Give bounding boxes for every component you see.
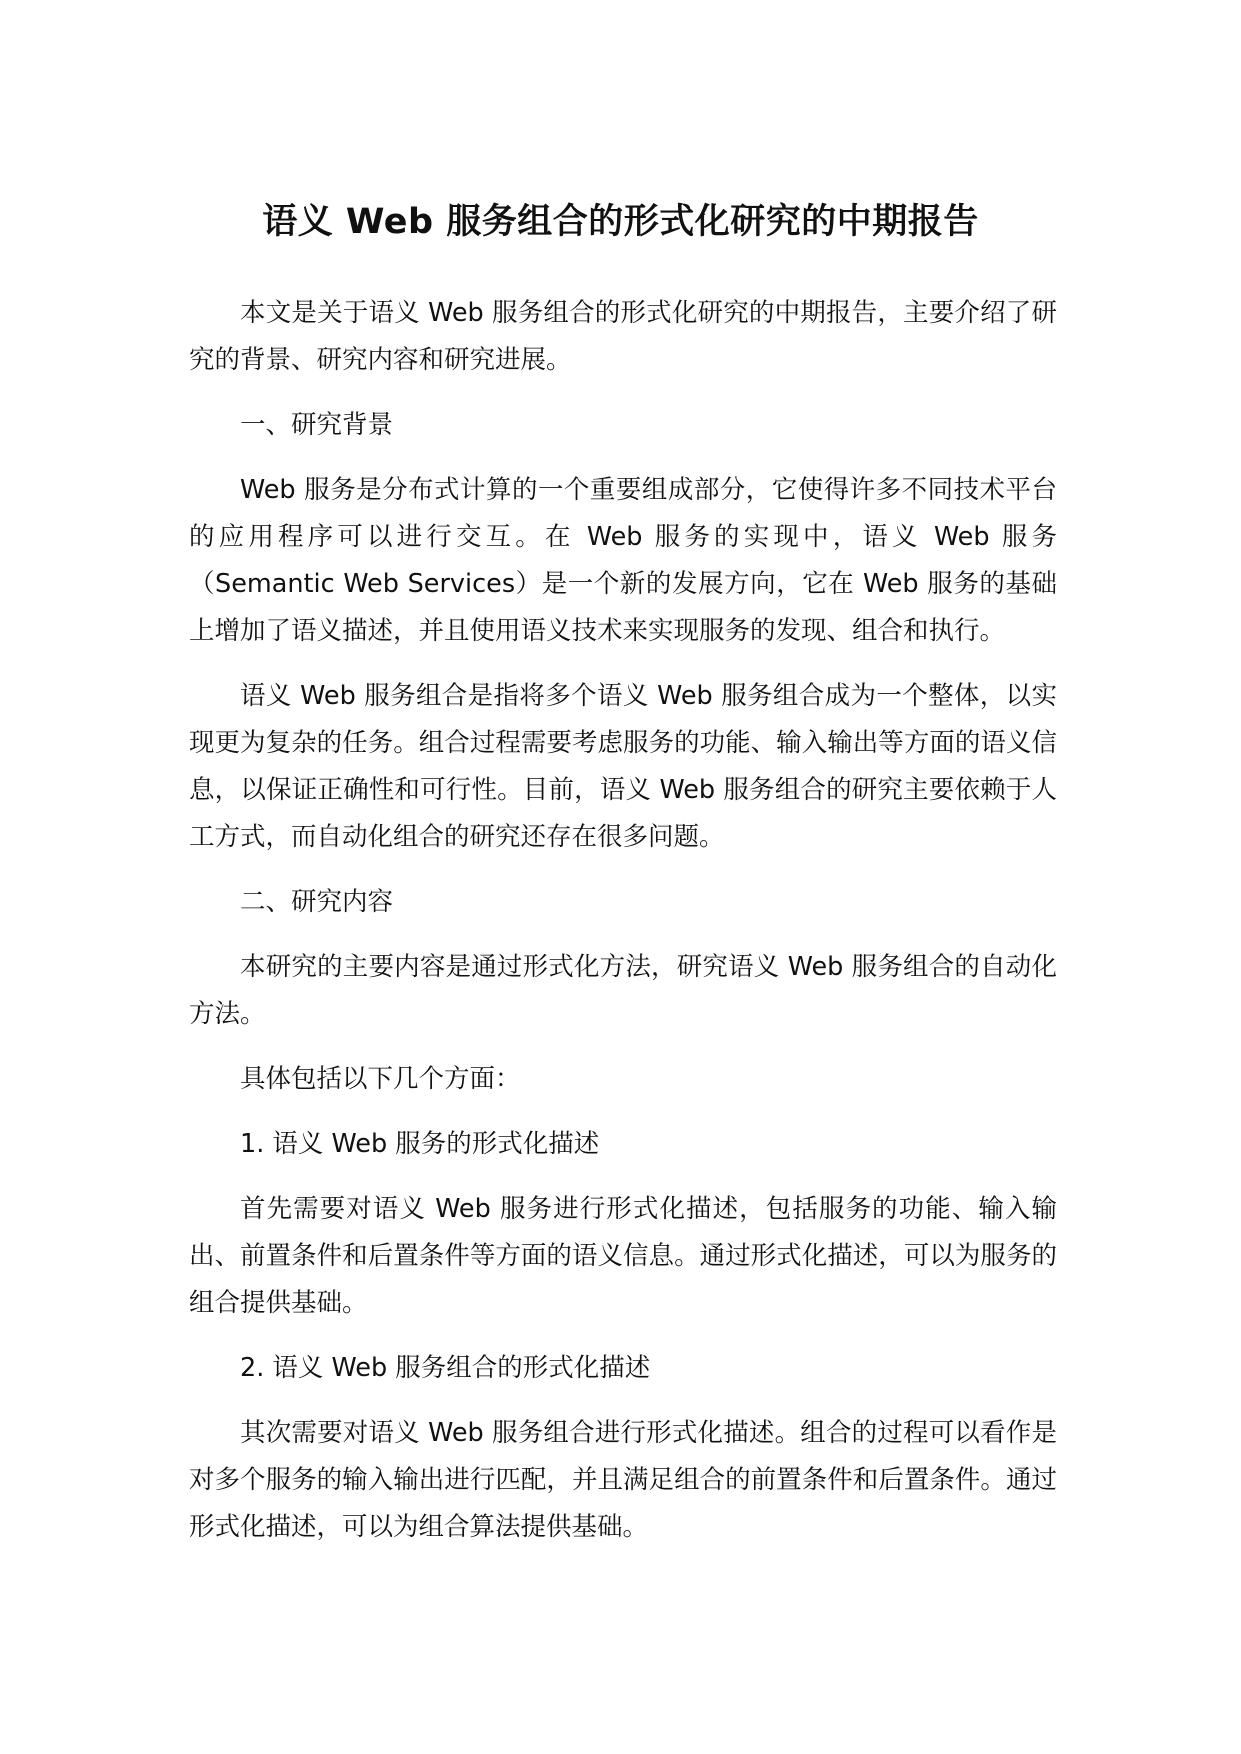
subsection-paragraph-1: 首先需要对语义 Web 服务进行形式化描述，包括服务的功能、输入输出、前置条件和后置条件等方面的语义信息。通过形式化描述，可以为服务的组合提供基础。 bbox=[189, 1194, 1057, 1318]
subsection-heading-1: 1. 语义 Web 服务的形式化描述 bbox=[240, 1129, 600, 1159]
section-heading-background: 一、研究背景 bbox=[240, 410, 394, 440]
section-heading-content: 二、研究内容 bbox=[240, 887, 394, 917]
subsection-heading-2: 2. 语义 Web 服务组合的形式化描述 bbox=[240, 1353, 651, 1383]
document-title: 语义 Web 服务组合的形式化研究的中期报告 bbox=[262, 202, 979, 243]
document-body bbox=[189, 290, 1057, 1569]
background-paragraph-1: Web 服务是分布式计算的一个重要组成部分，它使得许多不同技术平台的应用程序可以进行交互。在 Web 服务的实现中，语义 Web 服务（Semantic Web Services）是一个新的发展方向，它在 Web 服务的基础上增加了语义描述，并且使用语义技术来实现服务的发现、组合和执行。 bbox=[189, 475, 1057, 646]
intro-paragraph: 本文是关于语义 Web 服务组合的形式化研究的中期报告，主要介绍了研究的背景、研究内容和研究进展。 bbox=[189, 298, 1057, 375]
background-paragraph-2: 语义 Web 服务组合是指将多个语义 Web 服务组合成为一个整体，以实现更为复杂的任务。组合过程需要考虑服务的功能、输入输出等方面的语义信息，以保证正确性和可行性。目前，语义 Web 服务组合的研究主要依赖于人工方式，而自动化组合的研究还存在很多问题。 bbox=[189, 681, 1057, 852]
content-paragraph-2: 具体包括以下几个方面： bbox=[240, 1064, 521, 1094]
content-paragraph-1: 本研究的主要内容是通过形式化方法，研究语义 Web 服务组合的自动化方法。 bbox=[189, 952, 1057, 1029]
subsection-paragraph-2: 其次需要对语义 Web 服务组合进行形式化描述。组合的过程可以看作是对多个服务的输入输出进行匹配，并且满足组合的前置条件和后置条件。通过形式化描述，可以为组合算法提供基础。 bbox=[189, 1418, 1057, 1542]
